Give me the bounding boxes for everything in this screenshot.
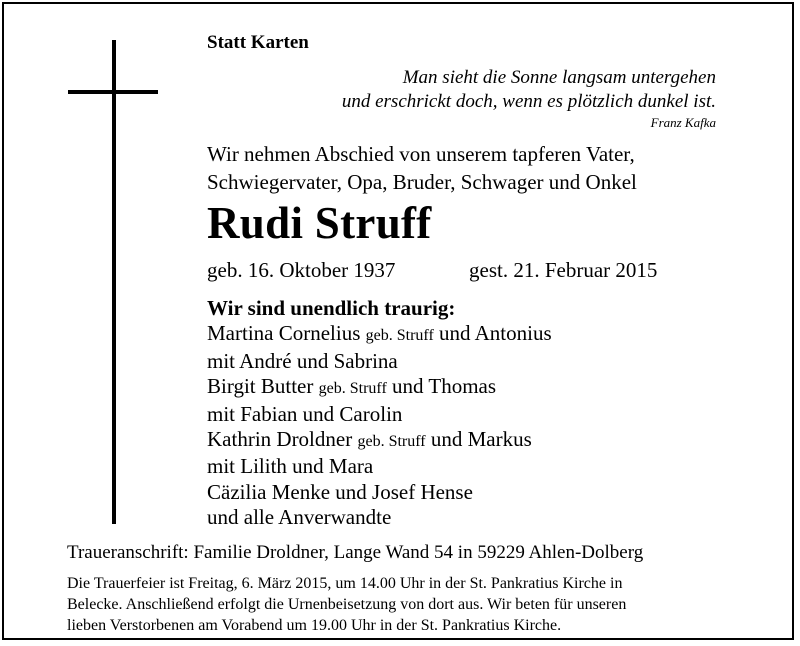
intro-line-1: Wir nehmen Abschied von unserem tapferen Vater,	[207, 142, 635, 166]
intro-line-2: Schwiegervater, Opa, Bruder, Schwager und Onkel	[207, 170, 637, 194]
service-line-1: Die Trauerfeier ist Freitag, 6. März 2015, um 14.00 Uhr in der St. Pankratius Kirche in	[67, 575, 623, 592]
mourner-line: und alle Anverwandte	[207, 505, 392, 530]
mourner-line: Martina Cornelius geb. Struff und Antonius	[207, 321, 552, 346]
quote-line-2: und erschrickt doch, wenn es plötzlich dunkel ist.	[341, 91, 716, 112]
mourner-line: mit André und Sabrina	[207, 348, 398, 373]
mourner-line: mit Lilith und Mara	[207, 454, 374, 479]
service-line-3: lieben Verstorbenen am Vorabend um 19.00 Uhr in der St. Pankratius Kirche.	[67, 617, 562, 634]
mourner-line: Birgit Butter geb. Struff und Thomas	[207, 374, 497, 399]
quote-author: Franz Kafka	[650, 115, 716, 130]
deceased-name: Rudi Struff	[207, 198, 432, 248]
service-info	[67, 573, 626, 636]
death-date: gest. 21. Februar 2015	[469, 258, 658, 282]
notice-heading: Statt Karten	[207, 32, 309, 53]
mourning-address: Traueranschrift: Familie Droldner, Lange Wand 54 in 59229 Ahlen-Dolberg	[67, 542, 644, 563]
mourners-list	[207, 296, 552, 531]
intro-text	[207, 140, 637, 196]
service-line-2: Belecke. Anschließend erfolgt die Urnenbeisetzung von dort aus. Wir beten für unseren	[67, 596, 627, 613]
mourners-heading: Wir sind unendlich traurig:	[207, 296, 456, 320]
cross-icon-bar	[68, 90, 158, 94]
cross-icon	[112, 40, 116, 524]
birth-date: geb. 16. Oktober 1937	[207, 258, 396, 282]
mourner-line: mit Fabian und Carolin	[207, 401, 403, 426]
quote-line-1: Man sieht die Sonne langsam untergehen	[402, 67, 716, 88]
obituary-card	[2, 2, 794, 640]
mourner-line: Kathrin Droldner geb. Struff und Markus	[207, 427, 532, 452]
mourner-line: Cäzilia Menke und Josef Hense	[207, 479, 473, 504]
quote-block	[204, 66, 716, 132]
